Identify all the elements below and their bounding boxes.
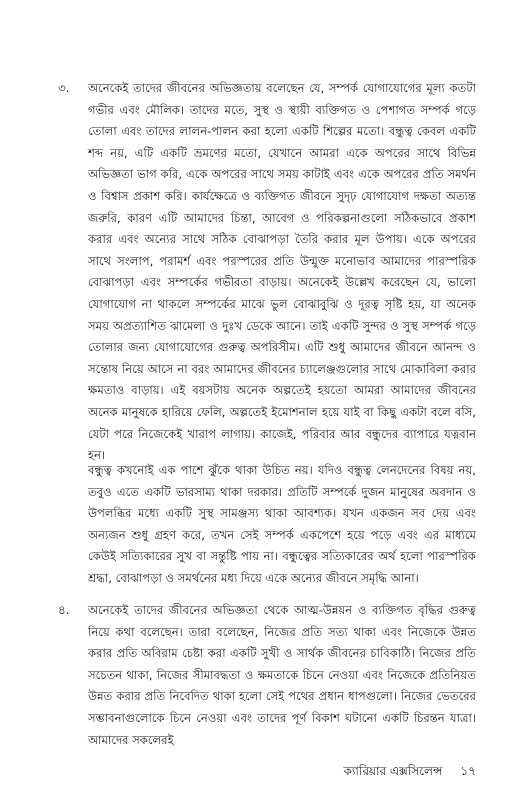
numbered-point-4 — [58, 600, 476, 751]
point-number: ৩. — [58, 81, 70, 95]
page-footer — [344, 762, 476, 780]
numbered-point-3 — [58, 78, 476, 467]
paragraph: অনেকেই তাদের জীবনের অভিজ্ঞতা থেকে আত্ম-উন্নয়ন ও ব্যক্তিগত বৃদ্ধির গুরুত্ব নিয়ে কথা বলেছেন। তারা বলেছেন, নিজের প্রতি সত্য থাকা এবং নিজেকে উন্নত করার প্রতি অবিরাম চেষ্টা করা একটি সুখী ও সার্থক জীবনের চাবিকাঠি। নিজের প্রতি সচেতন থাকা, নিজের সীমাবদ্ধতা ও ক্ষমতাকে চিনে নেওয়া এবং নিজেকে প্রতিনিয়ত উন্নত করার প্রতি নিবেদিত থাকা হলো সেই পথের প্রধান ধাপগুলো। নিজের ভেতরের সম্ভাবনাগুলোকে চিনে নেওয়া এবং তাদের পূর্ণ বিকাশ ঘটানো একটি চিরন্তন যাত্রা। আমাদের সকলেরই — [88, 603, 476, 747]
point-number: ৪. — [58, 603, 70, 617]
paragraph: অনেকেই তাদের জীবনের অভিজ্ঞতায় বলেছেন যে, সম্পর্ক যোগাযোগের মূল্য কতটা গভীর এবং মৌলিক। তাদের মতে, সুস্থ ও স্থায়ী ব্যক্তিগত ও পেশাগত সম্পর্ক গড়ে তোলা এবং তাদের লালন-পালন করা হলো একটি শিল্পের মতো। বন্ধুত্ব কেবল একটি শব্দ নয়, এটি একটি ভ্রমণের মতো, যেখানে আমরা একে অপরের সাথে বিভিন্ন অভিজ্ঞতা ভাগ করি, একে অপরের সাথে সময় কাটাই এবং একে অপরের প্রতি সমর্থন ও বিশ্বাস প্রকাশ করি। কার্যক্ষেত্রে ও ব্যক্তিগত জীবনে সুদৃঢ় যোগাযোগ দক্ষতা অত্যন্ত জরুরি, কারণ এটি আমাদের চিন্তা, আবেগ ও পরিকল্পনাগুলো সঠিকভাবে প্রকাশ করার এবং অন্যের সাথে সঠিক বোঝাপড়া তৈরি করার মূল উপায়। একে অপরের সাথে সংলাপ, পরামর্শ এবং পরস্পরের প্রতি উন্মুক্ত মনোভাব আমাদের পারস্পরিক বোঝাপড়া এবং সম্পর্কের গভীরতা বাড়ায়। অনেকেই উল্লেখ করেছেন যে, ভালো যোগাযোগ না থাকলে সম্পর্কের মাঝে ভুল বোঝাবুঝি ও দূরত্ব সৃষ্টি হয়, যা অনেক সময় অপ্রত্যাশিত ঝামেলা ও দুঃখ ডেকে আনে। তাই একটি সুন্দর ও সুস্থ সম্পর্ক গড়ে তোলার জন্য যোগাযোগের গুরুত্ব অপরিসীম। এটি শুধু আমাদের জীবনে আনন্দ ও সন্তোষ নিয়ে আসে না বরং আমাদের জীবনের চ্যালেঞ্জগুলোর সাথে মোকাবিলা করার ক্ষমতাও বাড়ায়। এই বয়সটায় অনেক অল্পতেই হয়তো আমরা আমাদের জীবনের অনেক মানুষকে হারিয়ে ফেলি, অল্পতেই ইমোশনাল হয়ে যাই বা কিছু একটা বলে বসি, যেটা পরে নিজেকেই খারাপ লাগায়। কাজেই, পরিবার আর বন্ধুদের ব্যাপারে যত্নবান হন। — [88, 81, 476, 463]
page-number: ১৭ — [460, 764, 476, 778]
running-title: ক্যারিয়ার এক্সসিলেন্স — [343, 764, 443, 778]
paragraph: বন্ধুত্ব কখনোই এক পাশে ঝুঁকে থাকা উচিত নয়। যদিও বন্ধুত্ব লেনদেনের বিষয় নয়, তবুও এতে একটি ভারসাম্য থাকা দরকার। প্রতিটি সম্পর্কে দুজন মানুষের অবদান ও উপলব্ধির মধ্যে একটি সুস্থ সামঞ্জস্য থাকা আবশ্যক। যখন একজন সব দেয় এবং অন্যজন শুধু গ্রহণ করে, তখন সেই সম্পর্ক একপেশে হয়ে পড়ে এবং এর মাধ্যমে কেউই সত্যিকারের সুখ বা সন্তুষ্টি পায় না। বন্ধুত্বের সত্যিকারের অর্থ হলো পারস্পরিক শ্রদ্ধা, বোঝাপড়া ও সমর্থনের মধ্য দিয়ে একে অন্যের জীবনে সমৃদ্ধি আনা। — [88, 463, 476, 585]
continuation-block — [88, 460, 476, 590]
